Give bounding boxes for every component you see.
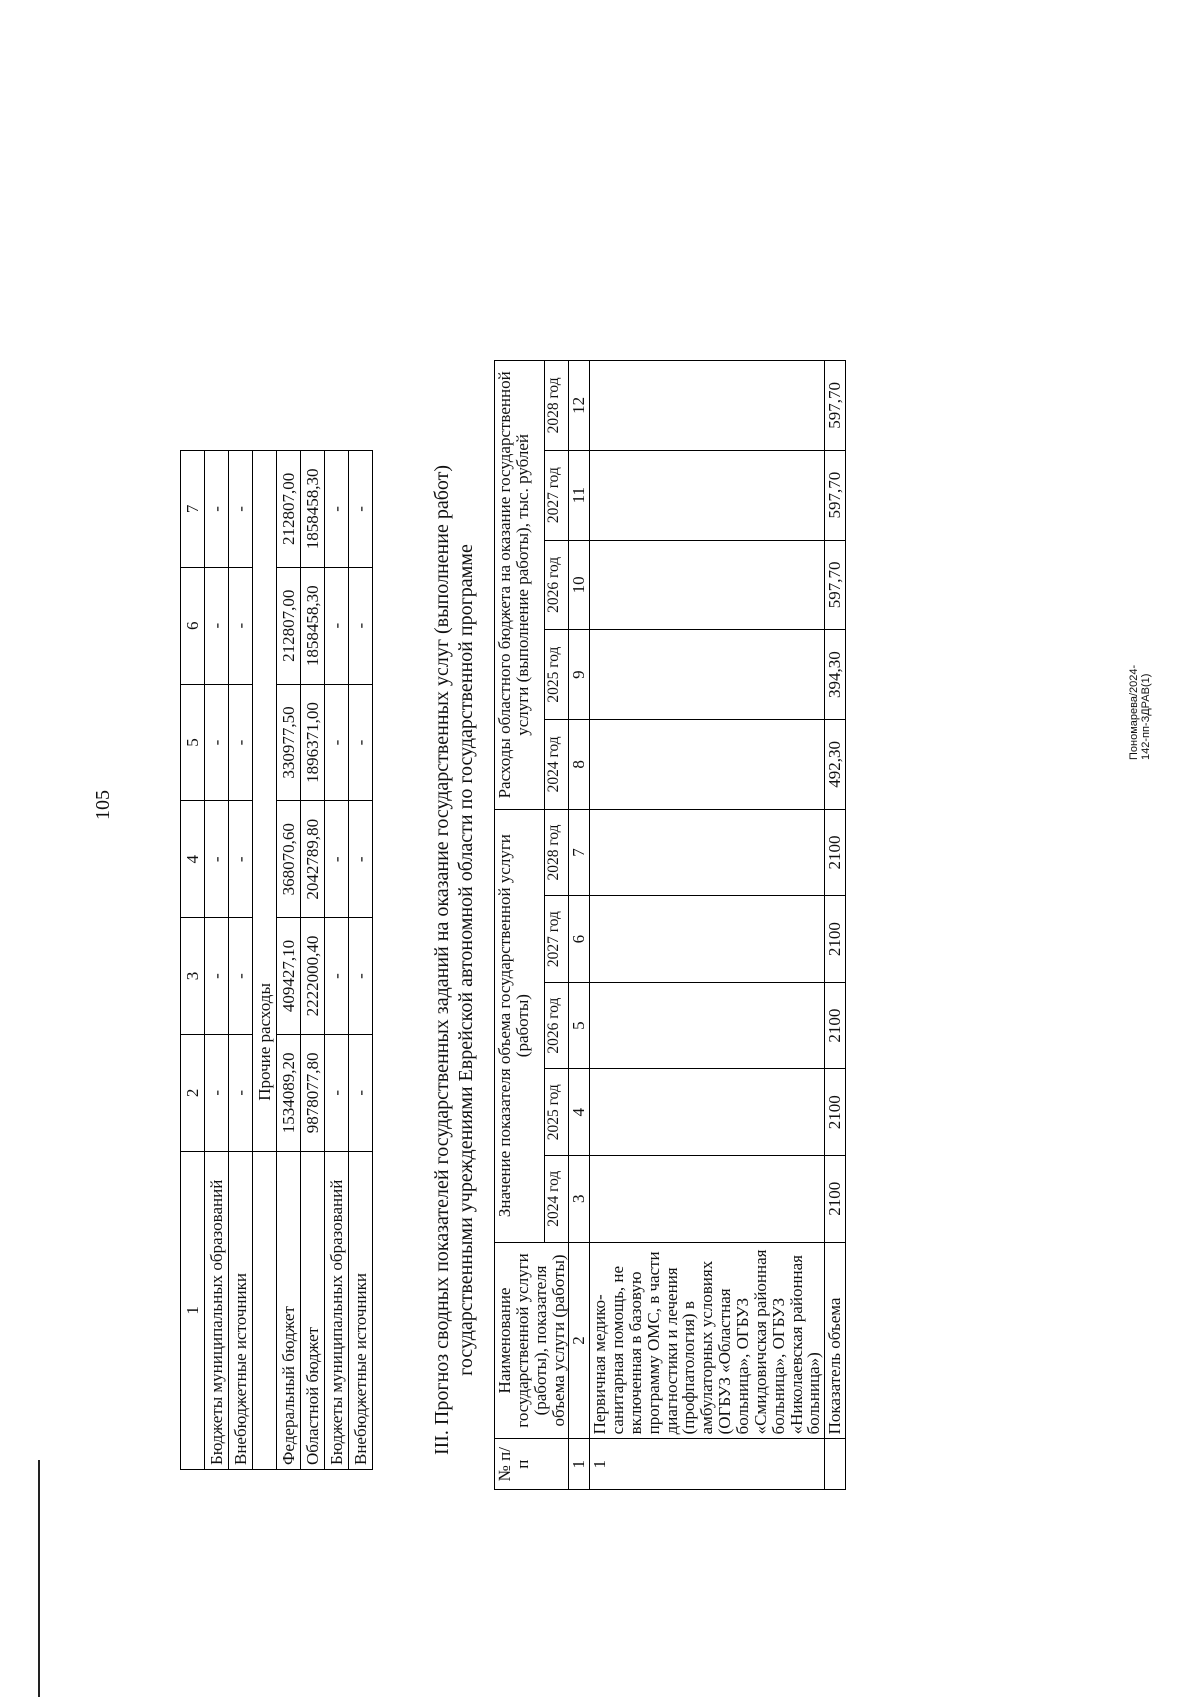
service-forecast-table: [494, 360, 846, 1490]
value-cell: 212807,00: [277, 567, 301, 684]
row-label: Бюджеты муниципальных образований: [325, 1151, 349, 1469]
empty-cell: [590, 540, 825, 630]
value-cell: 394,30: [825, 630, 846, 720]
value-cell: 492,30: [825, 719, 846, 809]
value-cell: -: [229, 918, 253, 1035]
column-number: 4: [569, 1069, 590, 1156]
column-number-row: [569, 361, 590, 1490]
value-cell: -: [205, 918, 229, 1035]
value-cell: 409427,10: [277, 918, 301, 1035]
header-cell: 3: [181, 918, 205, 1035]
header-cell: 5: [181, 684, 205, 801]
group-header: Значение показателя объема государственной услуги (работы): [495, 809, 545, 1242]
header-cell: 1: [181, 1151, 205, 1469]
column-number: 3: [569, 1155, 590, 1242]
value-cell: -: [349, 1034, 373, 1151]
footer-code: Пономарева/2024-142-пп-ЗДРАВ(1): [1128, 664, 1152, 760]
table-row: [229, 451, 253, 1470]
year-cell: 2025 год: [544, 1069, 569, 1156]
value-cell: 2100: [825, 1069, 846, 1156]
year-cell: 2026 год: [544, 540, 569, 630]
row-number: 1: [590, 1439, 825, 1490]
value-cell: 597,70: [825, 450, 846, 540]
empty-cell: [590, 450, 825, 540]
value-cell: -: [325, 451, 349, 568]
section-label: Прочие расходы: [253, 451, 277, 1152]
value-cell: 2042789,80: [301, 801, 325, 918]
row-label: Бюджеты муниципальных образований: [205, 1151, 229, 1469]
value-cell: 330977,50: [277, 684, 301, 801]
value-cell: 368070,60: [277, 801, 301, 918]
value-cell: -: [325, 1034, 349, 1151]
table-row: [349, 451, 373, 1470]
value-cell: -: [325, 684, 349, 801]
value-cell: -: [349, 567, 373, 684]
table-row: [301, 451, 325, 1470]
value-cell: 2100: [825, 1155, 846, 1242]
column-number: 2: [569, 1242, 590, 1439]
value-cell: -: [349, 918, 373, 1035]
value-cell: 2100: [825, 809, 846, 896]
header-cell: 7: [181, 451, 205, 568]
empty-cell: [590, 809, 825, 896]
value-cell: -: [205, 451, 229, 568]
year-cell: 2025 год: [544, 630, 569, 720]
header-cell: 4: [181, 801, 205, 918]
heading-line: III. Прогноз сводных показателей государственных заданий на оказание государственных услуг (выполнение работ): [431, 464, 453, 1456]
table-row: [825, 361, 846, 1490]
column-number: 8: [569, 719, 590, 809]
group-header: Расходы областного бюджета на оказание государственной услуги (выполнение работы), тыс. рублей: [495, 361, 545, 810]
section3-block: [430, 360, 846, 1560]
value-cell: 2100: [825, 982, 846, 1069]
row-label: Областной бюджет: [301, 1151, 325, 1469]
table-row: [590, 361, 825, 1490]
value-cell: -: [325, 801, 349, 918]
value-cell: -: [325, 567, 349, 684]
value-cell: -: [229, 451, 253, 568]
value-cell: -: [205, 684, 229, 801]
value-cell: -: [229, 567, 253, 684]
value-cell: -: [229, 684, 253, 801]
column-number: 9: [569, 630, 590, 720]
column-number: 1: [569, 1439, 590, 1490]
empty-cell: [590, 630, 825, 720]
empty-cell: [590, 982, 825, 1069]
value-cell: -: [325, 918, 349, 1035]
table-header-row: [181, 451, 205, 1470]
value-cell: 2100: [825, 896, 846, 983]
column-number: 6: [569, 896, 590, 983]
empty-cell: [590, 361, 825, 451]
value-cell: 597,70: [825, 361, 846, 451]
section-row: [253, 451, 277, 1470]
year-cell: 2028 год: [544, 809, 569, 896]
value-cell: -: [349, 801, 373, 918]
column-number: 5: [569, 982, 590, 1069]
column-number: 7: [569, 809, 590, 896]
year-cell: 2028 год: [544, 361, 569, 451]
value-cell: -: [229, 1034, 253, 1151]
header-cell: 2: [181, 1034, 205, 1151]
value-cell: 1858458,30: [301, 451, 325, 568]
row-label: Федеральный бюджет: [277, 1151, 301, 1469]
header-cell: № п/п: [495, 1439, 569, 1490]
row-label: Внебюджетные источники: [349, 1151, 373, 1469]
funding-table: [180, 450, 373, 1470]
table-header-row: [495, 361, 545, 1490]
table-row: [205, 451, 229, 1470]
empty-cell: [590, 896, 825, 983]
year-cell: 2024 год: [544, 719, 569, 809]
service-name: Первичная медико-санитарная помощь, не включенная в базовую программу ОМС, в части диагностики и лечения (профпатология) в амбулаторных условиях (ОГБУЗ «Областная больница», ОГБУЗ «Смидовичская районная больница», ОГБУЗ «Николаевская районная больница»): [590, 1242, 825, 1439]
value-cell: -: [349, 684, 373, 801]
section-heading: [430, 360, 478, 1560]
column-number: 12: [569, 361, 590, 451]
year-cell: 2027 год: [544, 450, 569, 540]
empty-cell: [590, 1069, 825, 1156]
value-cell: -: [205, 567, 229, 684]
header-cell: 6: [181, 567, 205, 684]
table-row: [277, 451, 301, 1470]
heading-line: государственными учреждениями Еврейской автономной области по государственной программе: [455, 544, 477, 1376]
value-cell: 212807,00: [277, 451, 301, 568]
year-cell: 2024 год: [544, 1155, 569, 1242]
funding-table-block: [180, 450, 373, 1470]
value-cell: -: [205, 801, 229, 918]
value-cell: -: [205, 1034, 229, 1151]
empty-cell: [590, 1155, 825, 1242]
row-label: Внебюджетные источники: [229, 1151, 253, 1469]
value-cell: 9878077,80: [301, 1034, 325, 1151]
value-cell: 597,70: [825, 540, 846, 630]
value-cell: 1858458,30: [301, 567, 325, 684]
year-cell: 2027 год: [544, 896, 569, 983]
value-cell: 1896371,00: [301, 684, 325, 801]
table-row: [325, 451, 349, 1470]
margin-line: [38, 1460, 40, 1697]
year-cell: 2026 год: [544, 982, 569, 1069]
value-cell: 2222000,40: [301, 918, 325, 1035]
header-cell: Наименование государственной услуги (работы), показателя объема услуги (работы): [495, 1242, 569, 1439]
value-cell: 1534089,20: [277, 1034, 301, 1151]
value-cell: -: [349, 451, 373, 568]
page-number: 105: [92, 790, 114, 820]
section-blank-cell: [253, 1151, 277, 1469]
value-cell: -: [229, 801, 253, 918]
column-number: 11: [569, 450, 590, 540]
row-number: [825, 1439, 846, 1490]
indicator-name: Показатель объема: [825, 1242, 846, 1439]
column-number: 10: [569, 540, 590, 630]
empty-cell: [590, 719, 825, 809]
